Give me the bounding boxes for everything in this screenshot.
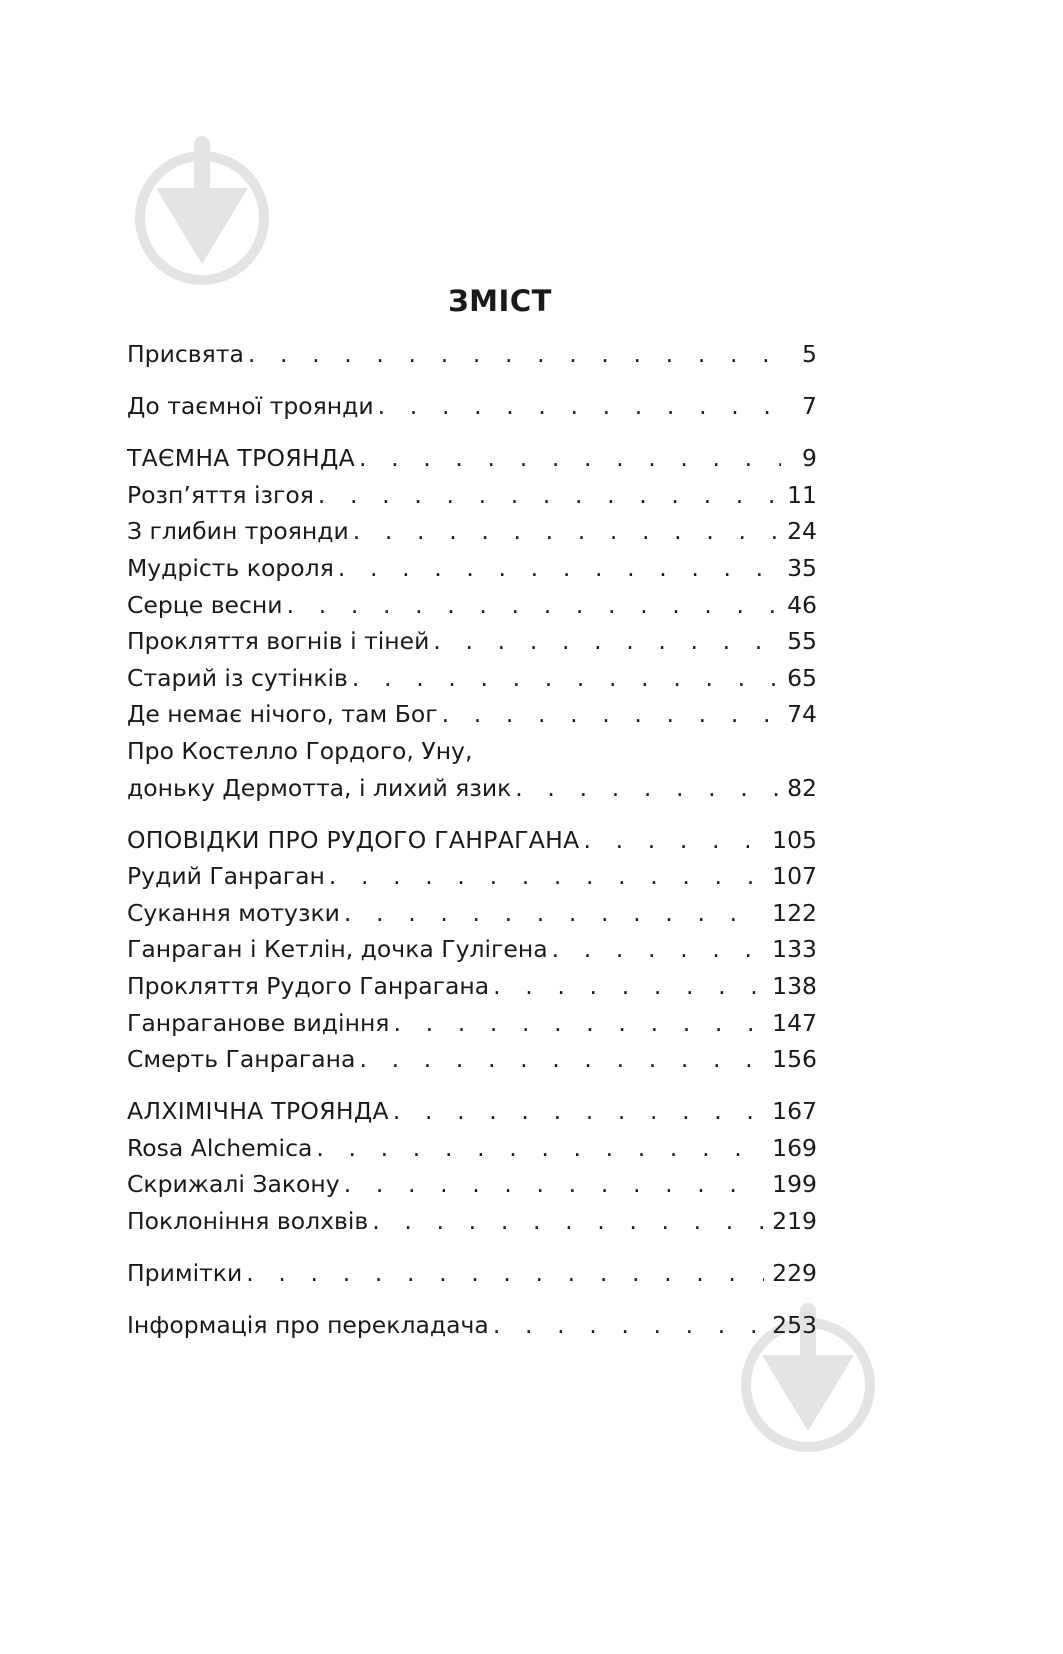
toc-entry-title: доньку Дермотта, і лихий язик (127, 773, 512, 802)
toc-entry (127, 858, 817, 895)
toc-entry (127, 1130, 817, 1167)
toc-page-number: 55 (787, 627, 817, 656)
toc-entry (127, 822, 817, 859)
toc-entry-title: Про Костелло Гордого, Уну, (127, 736, 473, 765)
toc-entry (127, 388, 817, 425)
toc-entry-title: Інформація про перекладача (127, 1311, 489, 1340)
toc-entry-title: Прокляття вогнів і тіней (127, 627, 430, 656)
toc-entry (127, 336, 817, 373)
toc-page-number: 74 (787, 700, 817, 729)
toc-page-number: 147 (772, 1008, 817, 1037)
toc-dot-leader (393, 1093, 764, 1130)
toc-entry-title: До таємної троянди (127, 392, 374, 421)
toc-entry (127, 587, 817, 624)
toc-entry-title: Rosa Alchemica (127, 1133, 313, 1162)
toc-page-number: 7 (802, 392, 817, 421)
toc-entry (127, 770, 817, 807)
toc-entry-title: Ганраганове видіння (127, 1008, 390, 1037)
toc-entry-title: Смерть Ганрагана (127, 1045, 356, 1074)
toc-entry-title: Присвята (127, 340, 244, 368)
toc-dot-leader (583, 822, 764, 859)
toc-dot-leader (442, 696, 780, 733)
toc-dot-leader (287, 587, 780, 624)
toc-entry-title: Старий із сутінків (127, 663, 348, 692)
toc-entry (127, 477, 817, 514)
toc-page-number: 199 (772, 1170, 817, 1199)
toc-page-number: 133 (772, 935, 817, 964)
toc-entry (127, 1041, 817, 1078)
toc-entry-title: Серце весни (127, 590, 283, 619)
toc-dot-leader (318, 477, 779, 514)
toc-dot-leader (344, 895, 764, 932)
toc-dot-leader (378, 388, 781, 425)
toc-entry (127, 660, 817, 697)
table-of-contents (127, 336, 817, 1344)
toc-page-number: 9 (802, 444, 817, 473)
toc-entry (127, 696, 817, 733)
toc-page-number: 167 (772, 1097, 817, 1126)
toc-dot-leader (329, 858, 764, 895)
toc-entry-title: Прокляття Рудого Ганрагана (127, 972, 490, 1000)
page-title: ЗМІСТ (448, 284, 552, 318)
toc-page-number: 65 (787, 663, 817, 692)
toc-entry (127, 1203, 817, 1240)
toc-dot-leader (353, 513, 779, 550)
toc-dot-leader (515, 770, 779, 807)
toc-page-number: 219 (772, 1207, 817, 1236)
toc-dot-leader (359, 1041, 764, 1078)
toc-entry-title: З глибин троянди (127, 517, 349, 546)
toc-dot-leader (493, 968, 764, 1005)
toc-entry (127, 1005, 817, 1042)
toc-entry (127, 623, 817, 660)
toc-dot-leader (433, 623, 779, 660)
toc-page-number: 138 (772, 972, 817, 1000)
toc-entry-title: Примітки (127, 1259, 243, 1288)
toc-entry (127, 1255, 817, 1292)
toc-entry-title: Розп’яття ізгоя (127, 480, 314, 509)
toc-dot-leader (246, 1255, 764, 1292)
toc-entry (127, 1093, 817, 1130)
toc-entry (127, 550, 817, 587)
toc-page-number: 82 (787, 773, 817, 802)
toc-entry-title: Рудий Ганраган (127, 862, 325, 891)
toc-dot-leader (316, 1130, 764, 1167)
toc-entry (127, 931, 817, 968)
publisher-watermark-icon (132, 128, 272, 298)
toc-dot-leader (344, 1166, 764, 1203)
toc-dot-leader (493, 1307, 764, 1344)
toc-entry-title: Де немає нічого, там Бог (127, 700, 438, 729)
toc-entry (127, 513, 817, 550)
toc-page-number: 35 (787, 553, 817, 582)
toc-entry (127, 895, 817, 932)
toc-entry (127, 1166, 817, 1203)
toc-dot-leader (393, 1005, 764, 1042)
toc-dot-leader (552, 931, 765, 968)
toc-page-number: 5 (802, 340, 817, 368)
toc-page-number: 156 (772, 1045, 817, 1074)
toc-page-number: 107 (772, 862, 817, 891)
toc-entry-title: Сукання мотузки (127, 898, 340, 927)
toc-entry-title: Скрижалі Закону (127, 1170, 340, 1199)
toc-dot-leader (338, 550, 779, 587)
toc-page-number: 253 (772, 1311, 817, 1340)
toc-entry (127, 733, 817, 770)
toc-entry-title: Поклоніння волхвів (127, 1207, 369, 1236)
toc-page-number: 24 (787, 517, 817, 546)
toc-entry-title: АЛХІМІЧНА ТРОЯНДА (127, 1097, 389, 1126)
toc-entry (127, 1307, 817, 1344)
toc-entry-title: ОПОВІДКИ ПРО РУДОГО ГАНРАГАНА (127, 825, 580, 854)
toc-entry-title: ТАЄМНА ТРОЯНДА (127, 444, 355, 473)
toc-page-number: 229 (772, 1259, 817, 1288)
toc-entry-title: Ганраган і Кетлін, дочка Гулігена (127, 935, 548, 964)
toc-entry (127, 968, 817, 1005)
toc-page-number: 11 (787, 480, 817, 509)
toc-page-number: 46 (787, 590, 817, 619)
toc-dot-leader (372, 1203, 764, 1240)
toc-entry (127, 440, 817, 477)
toc-page-number: 122 (772, 898, 817, 927)
toc-dot-leader (248, 336, 781, 373)
toc-dot-leader (352, 660, 779, 697)
toc-page-number: 169 (772, 1133, 817, 1162)
toc-entry-title: Мудрість короля (127, 553, 334, 582)
toc-page-number: 105 (772, 825, 817, 854)
toc-dot-leader (359, 440, 781, 477)
